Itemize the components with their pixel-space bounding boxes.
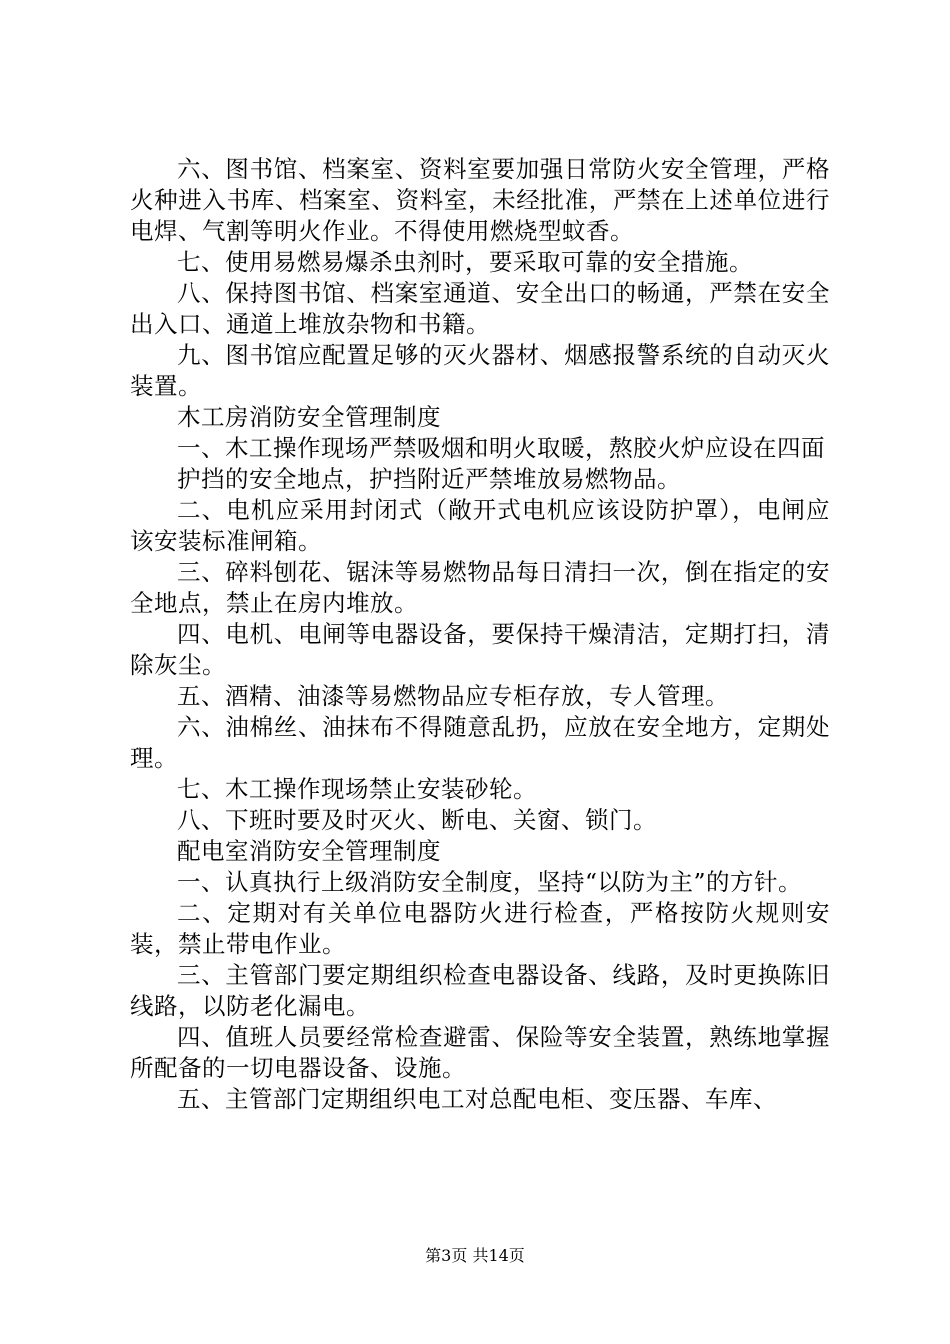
paragraph-carpentry-7: 七、木工操作现场禁止安装砂轮。 xyxy=(177,775,537,803)
paragraph-power-3: 三、主管部门要定期组织检查电器设备、线路，及时更换陈旧线路，以防老化漏电。 xyxy=(130,961,830,1020)
document-body xyxy=(130,154,830,1115)
paragraph-library-7: 七、使用易燃易爆杀虫剂时，要采取可靠的安全措施。 xyxy=(177,248,753,276)
paragraph-carpentry-6: 六、油棉丝、油抹布不得随意乱扔，应放在安全地方，定期处理。 xyxy=(130,713,830,772)
paragraph-carpentry-1-cont: 护挡的安全地点，护挡附近严禁堆放易燃物品。 xyxy=(177,465,681,493)
page-number-footer: 第3页 共14页 xyxy=(425,1246,525,1265)
paragraph-carpentry-5: 五、酒精、油漆等易燃物品应专柜存放，专人管理。 xyxy=(177,682,729,710)
section-heading-power-room: 配电室消防安全管理制度 xyxy=(177,837,441,865)
paragraph-power-1: 一、认真执行上级消防安全制度，坚持“以防为主”的方针。 xyxy=(177,868,803,896)
paragraph-power-4: 四、值班人员要经常检查避雷、保险等安全装置，熟练地掌握所配备的一切电器设备、设施。 xyxy=(130,1023,830,1082)
paragraph-library-9: 九、图书馆应配置足够的灭火器材、烟感报警系统的自动灭火装置。 xyxy=(130,341,830,400)
paragraph-carpentry-8: 八、下班时要及时灭火、断电、关窗、锁门。 xyxy=(177,806,657,834)
paragraph-carpentry-3: 三、碎料刨花、锯沫等易燃物品每日清扫一次，倒在指定的安全地点，禁止在房内堆放。 xyxy=(130,558,830,617)
paragraph-library-6: 六、图书馆、档案室、资料室要加强日常防火安全管理，严格火种进入书库、档案室、资料室，未经批准，严禁在上述单位进行电焊、气割等明火作业。不得使用燃烧型蚊香。 xyxy=(130,155,830,245)
paragraph-carpentry-1: 一、木工操作现场严禁吸烟和明火取暖，熬胶火炉应设在四面 xyxy=(177,434,825,462)
paragraph-power-5: 五、主管部门定期组织电工对总配电柜、变压器、车库、 xyxy=(177,1085,777,1113)
paragraph-carpentry-4: 四、电机、电闸等电器设备，要保持干燥清洁，定期打扫，清除灰尘。 xyxy=(130,620,830,679)
paragraph-power-2: 二、定期对有关单位电器防火进行检查，严格按防火规则安装，禁止带电作业。 xyxy=(130,899,830,958)
paragraph-library-8: 八、保持图书馆、档案室通道、安全出口的畅通，严禁在安全出入口、通道上堆放杂物和书籍。 xyxy=(130,279,830,338)
section-heading-carpentry: 木工房消防安全管理制度 xyxy=(177,403,441,431)
paragraph-carpentry-2: 二、电机应采用封闭式（敞开式电机应该设防护罩），电闸应该安装标准闸箱。 xyxy=(130,496,830,555)
